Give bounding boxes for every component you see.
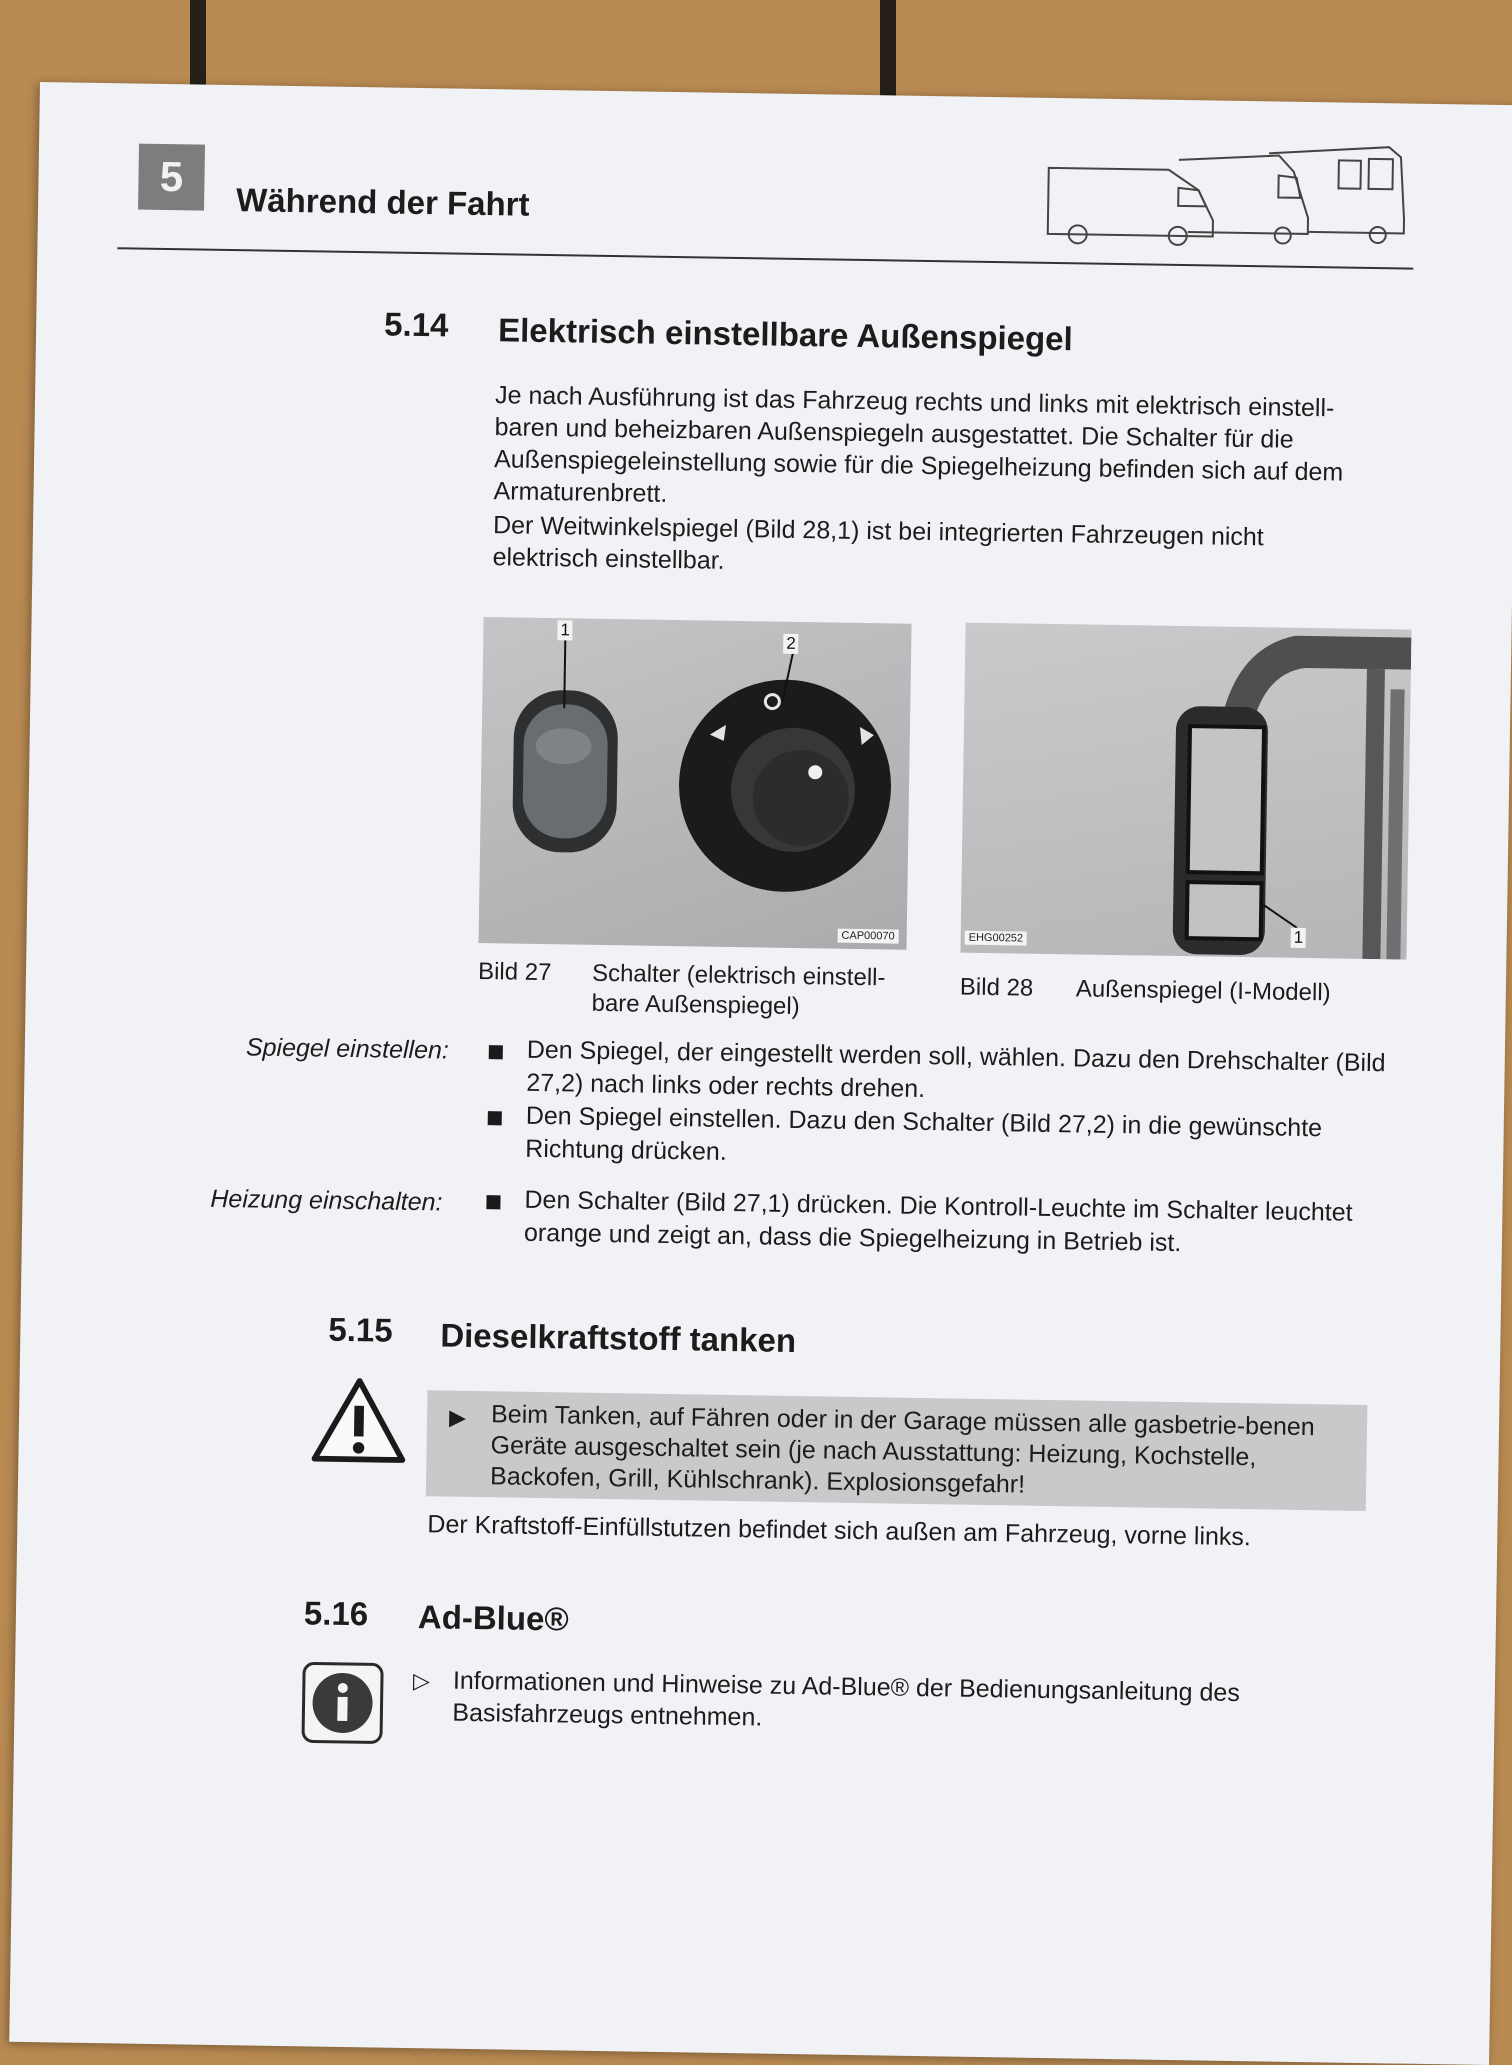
figure-caption: Schalter (elektrisch einstell-bare Außenspiegel) <box>591 959 886 1021</box>
section-number: 5.16 <box>303 1594 369 1633</box>
instruction-item: Den Spiegel, der eingestellt werden soll, wählen. Dazu den Drehschalter (Bild 27,2) nach links oder rechts drehen. <box>526 1035 1386 1104</box>
section-number: 5.15 <box>328 1310 393 1349</box>
figure-number: Bild 27 <box>477 957 552 987</box>
bullet-marker <box>489 1045 503 1059</box>
arrow-right-filled-icon: ▶ <box>448 1404 467 1430</box>
figure-28-mirror <box>960 623 1411 960</box>
callout-2: 2 <box>783 634 799 654</box>
body-paragraph: Informationen und Hinweise zu Ad-Blue® der Bedienungsanleitung des Basisfahrzeugs entnehmen. <box>452 1666 1241 1732</box>
switches-photo <box>479 617 912 950</box>
warning-box <box>426 1390 1368 1511</box>
header-divider <box>117 247 1413 269</box>
bullet-marker <box>488 1111 502 1125</box>
instruction-item: Den Schalter (Bild 27,1) drücken. Die Kontroll-Leuchte im Schalter leuchtet orange und zeigt an, dass die Spiegelheizung in Betrieb ist. <box>523 1185 1353 1258</box>
chapter-number: 5 <box>138 144 205 211</box>
motorhomes-illustration <box>1038 138 1410 254</box>
figure-27-switches <box>479 617 912 950</box>
body-paragraph: Je nach Ausführung ist das Fahrzeug rechts und links mit elektrisch einstell-baren und beheizbaren Außenspiegeln ausgestattet. Die Schalter für die Außenspiegeleinstellung sowie für die Spiegelheizung befinden sich auf dem Armaturenbrett. <box>493 381 1344 508</box>
arrow-right-outline-icon: ▷ <box>412 1668 431 1694</box>
instruction-item: Den Spiegel einstellen. Dazu den Schalter (Bild 27,2) in die gewünschte Richtung drücken. <box>525 1101 1323 1166</box>
section-title: Elektrisch einstellbare Außenspiegel <box>497 311 1074 358</box>
section-title: Dieselkraftstoff tanken <box>440 1316 797 1360</box>
info-icon <box>300 1660 385 1745</box>
instruction-label: Spiegel einstellen: <box>245 1033 450 1065</box>
mirror-photo <box>960 623 1411 960</box>
callout-1: 1 <box>1291 928 1307 948</box>
manual-page <box>9 82 1512 2065</box>
warning-triangle-icon <box>310 1376 407 1463</box>
instruction-label: Heizung einschalten: <box>210 1184 443 1217</box>
figure-code: CAP00070 <box>837 929 898 944</box>
chapter-title: Während der Fahrt <box>235 181 530 223</box>
table-gap <box>880 0 896 100</box>
body-paragraph: Der Kraftstoff-Einfüllstutzen befindet sich außen am Fahrzeug, vorne links. <box>427 1510 1252 1552</box>
figure-number: Bild 28 <box>959 973 1034 1002</box>
callout-1: 1 <box>557 620 573 640</box>
warning-text: Beim Tanken, auf Fähren oder in der Garage müssen alle gasbetrie-benen Geräte ausgeschaltet sein (je nach Ausstattung: Heizung, Kochstelle, Backofen, Grill, Kühlschrank). Explosionsgefahr! <box>489 1400 1315 1499</box>
bullet-marker <box>486 1195 500 1209</box>
body-paragraph: Der Weitwinkelspiegel (Bild 28,1) ist bei integrierten Fahrzeugen nicht elektrisch einstellbar. <box>492 511 1264 575</box>
figure-code: EHG00252 <box>965 931 1028 946</box>
section-number: 5.14 <box>383 305 449 344</box>
section-title: Ad-Blue® <box>417 1598 570 1638</box>
figure-caption: Außenspiegel (I-Modell) <box>1075 975 1331 1007</box>
